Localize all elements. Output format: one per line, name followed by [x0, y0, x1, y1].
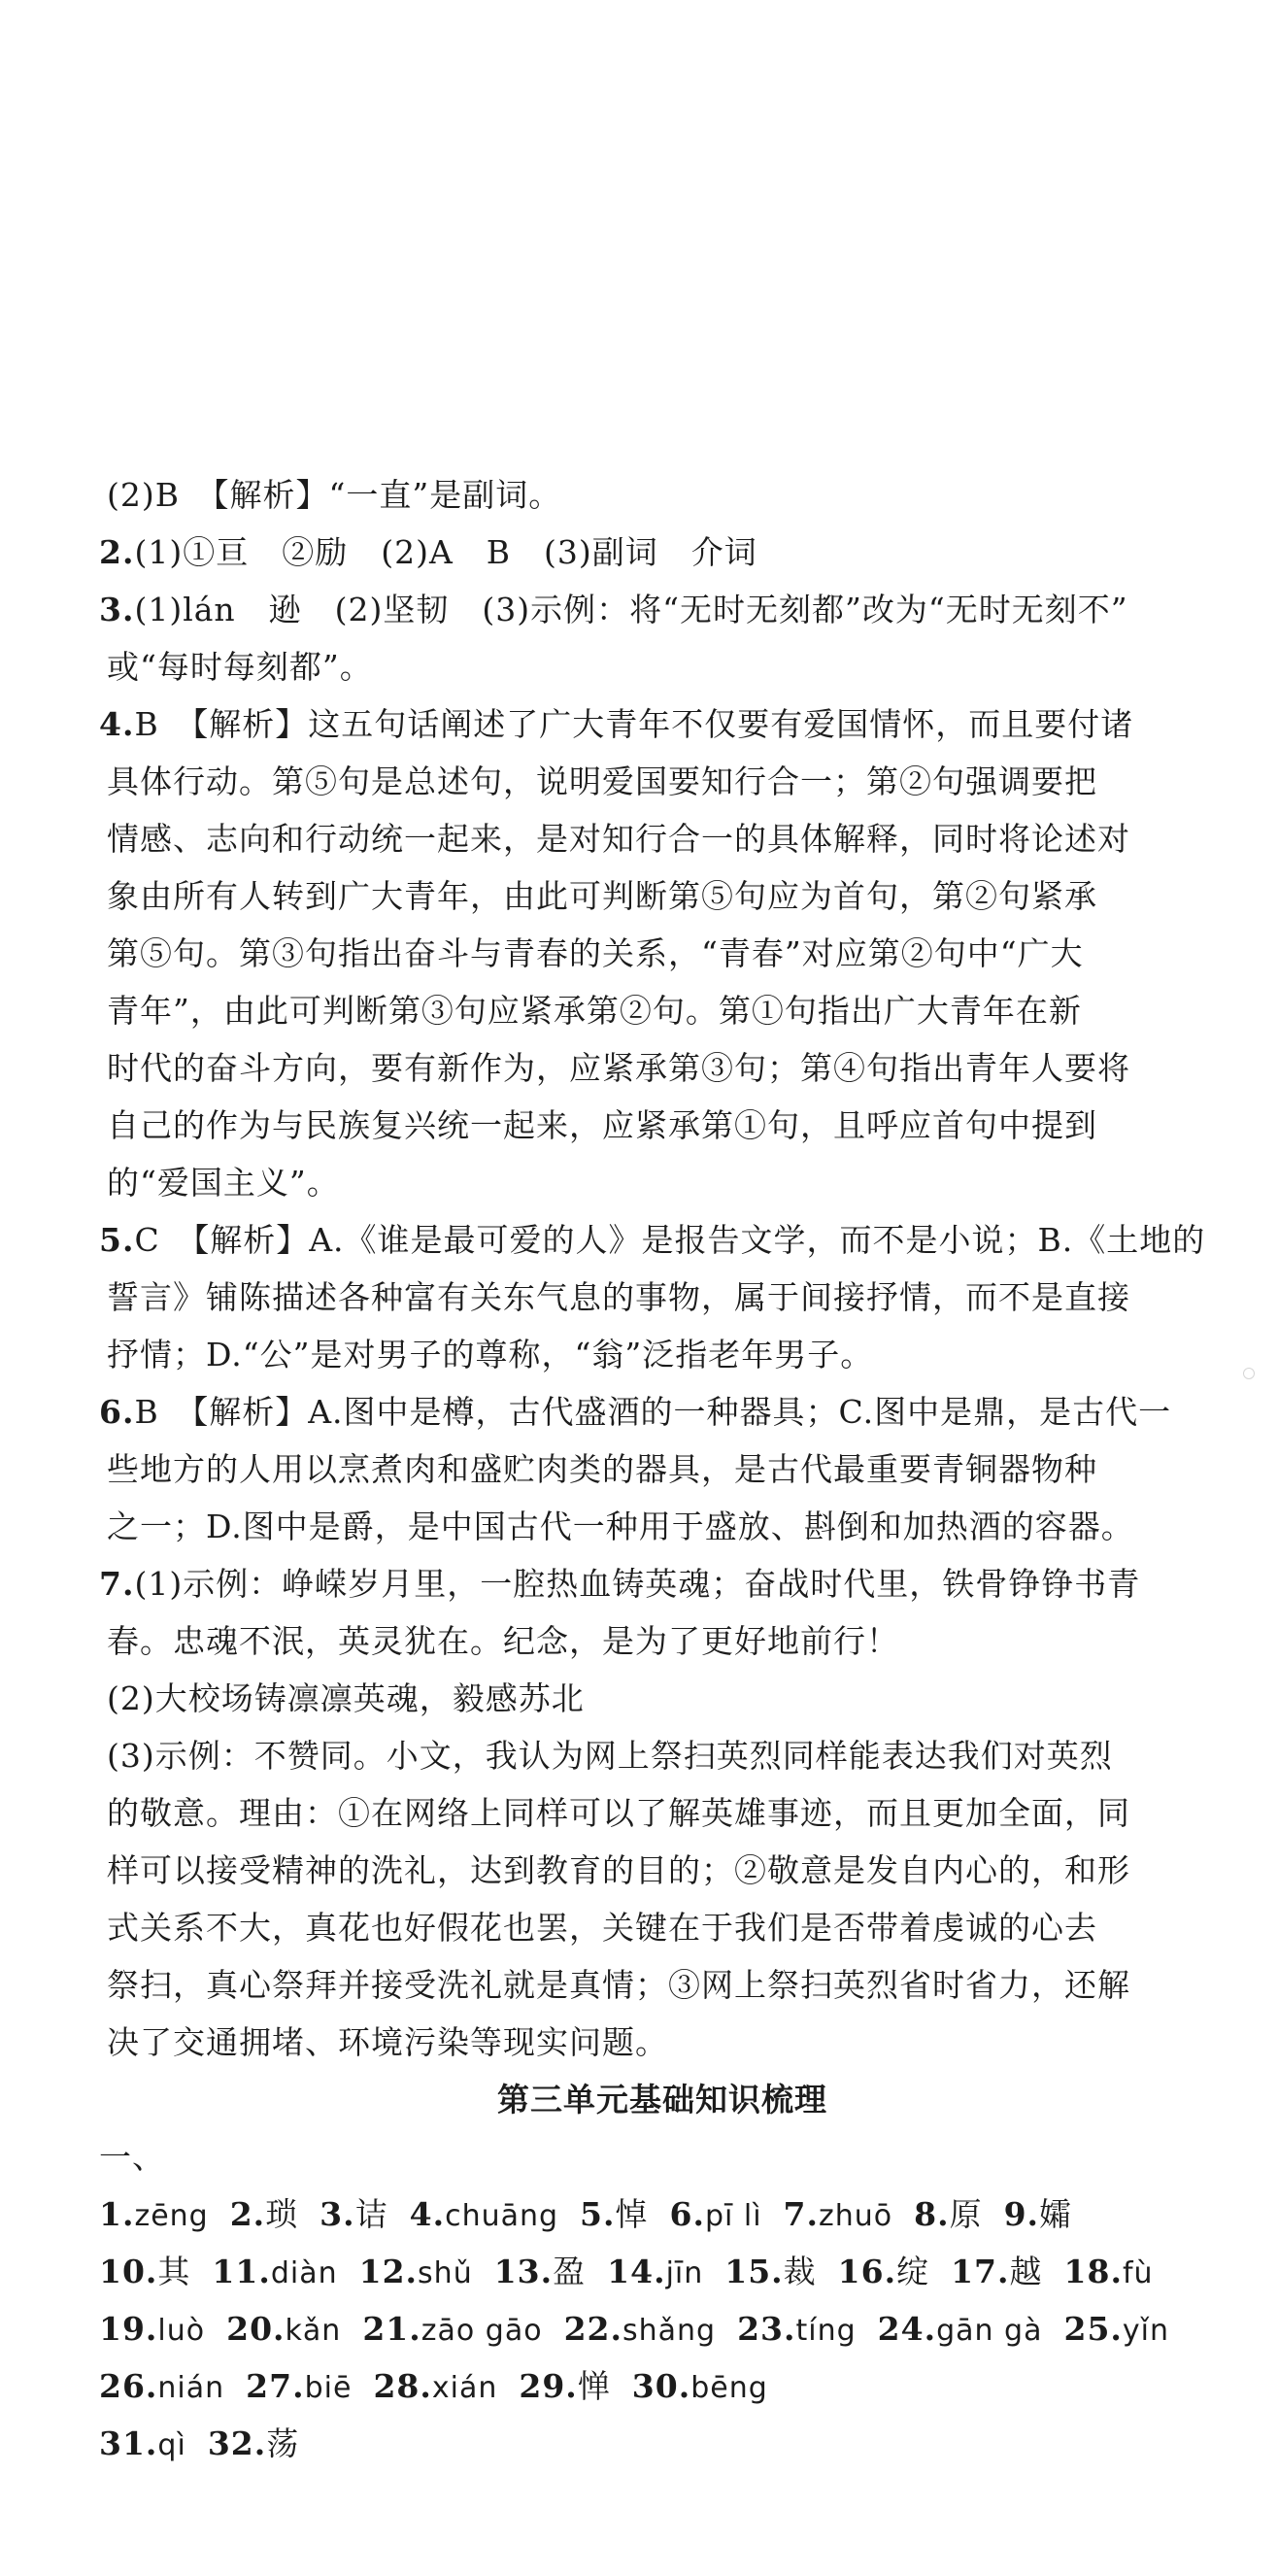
vocab-answer: zāo gāo	[420, 2314, 543, 2348]
vocab-item	[1063, 2300, 1169, 2359]
answer-text: 式关系不大，真花也好假花也罢，关键在于我们是否带着虔诚的心去	[107, 1909, 1097, 1947]
answer-text: 抒情；D.“公”是对男子的尊称，“翁”泛指老年男子。	[107, 1336, 874, 1373]
answer-lines	[99, 466, 1206, 2071]
answer-text: 的“爱国主义”。	[107, 1164, 340, 1202]
question-number: 3.	[99, 591, 135, 628]
vocab-number: 1.	[99, 2195, 135, 2233]
answer-text: (2)大校场铸凛凛英魂，毅感苏北	[107, 1679, 585, 1717]
vocab-item	[632, 2357, 768, 2417]
vocab-row	[99, 2415, 1187, 2472]
answer-text: 或“每时每刻都”。	[107, 648, 373, 686]
answer-line	[99, 1842, 1187, 1899]
answer-text: B 【解析】A.图中是樽，古代盛酒的一种器具；C.图中是鼎，是古代一	[134, 1393, 1172, 1431]
answer-text: 的敬意。理由：①在网络上同样可以了解英雄事迹，而且更加全面，同	[107, 1794, 1130, 1832]
vocab-item	[784, 2186, 893, 2245]
vocab-number: 10.	[99, 2253, 158, 2290]
answer-line	[99, 982, 1187, 1039]
answer-line	[99, 810, 1187, 867]
vocab-answer: 诘	[354, 2195, 388, 2233]
section-title: 第三单元基础知识梳理	[497, 2081, 827, 2118]
answer-text: 样可以接受精神的洗礼，达到教育的目的；②敬意是发自内心的，和形	[107, 1851, 1130, 1889]
vocab-answer: 原	[949, 2195, 983, 2233]
vocab-answer: bēng	[690, 2371, 768, 2405]
answer-line	[99, 1612, 1187, 1670]
vocab-answer: 越	[1009, 2253, 1043, 2290]
vocab-item	[878, 2300, 1043, 2359]
answer-line	[99, 1326, 1187, 1383]
answer-line	[99, 2014, 1187, 2071]
vocab-item	[359, 2243, 473, 2302]
section-subheading: 一、	[99, 2138, 165, 2176]
vocab-number: 14.	[607, 2253, 666, 2290]
vocab-number: 24.	[877, 2310, 937, 2348]
vocab-number: 29.	[519, 2367, 578, 2405]
answer-text: 些地方的人用以烹煮肉和盛贮肉类的器具，是古代最重要青铜器物种	[107, 1450, 1097, 1488]
vocab-number: 5.	[580, 2195, 616, 2233]
vocab-item	[362, 2300, 542, 2359]
vocab-number: 19.	[99, 2310, 158, 2348]
vocab-row	[99, 2300, 1187, 2357]
vocab-number: 11.	[212, 2253, 271, 2290]
vocab-answer: 琐	[265, 2195, 299, 2233]
vocab-number: 26.	[99, 2367, 158, 2405]
vocab-item	[951, 2243, 1042, 2300]
vocab-answer: 盈	[553, 2253, 587, 2290]
vocab-item	[226, 2300, 341, 2359]
vocab-answer: 惮	[577, 2367, 611, 2405]
vocab-item	[564, 2300, 717, 2359]
question-number: 5.	[99, 1221, 135, 1259]
vocab-item	[212, 2243, 337, 2302]
vocab-answer: pī lì	[704, 2199, 762, 2233]
answer-line	[99, 1555, 1187, 1612]
answer-line	[99, 1039, 1187, 1097]
vocab-item	[914, 2186, 982, 2243]
vocab-answer: 其	[157, 2253, 191, 2290]
vocab-row	[99, 2243, 1187, 2300]
vocab-item	[838, 2243, 929, 2300]
vocab-answer: zēng	[134, 2199, 209, 2233]
vocab-answer: shǎng	[622, 2314, 717, 2348]
vocab-number: 20.	[226, 2310, 286, 2348]
question-number: 4.	[99, 705, 135, 743]
vocab-answer: tíng	[795, 2314, 857, 2348]
answer-text: (1)lán 逊 (2)坚韧 (3)示例：将“无时无刻都”改为“无时无刻不”	[134, 591, 1128, 628]
vocab-answer: 孀	[1039, 2195, 1073, 2233]
answer-line	[99, 1899, 1187, 1956]
vocab-number: 12.	[358, 2253, 419, 2290]
vocab-number: 2.	[229, 2195, 266, 2233]
vocab-answer: chuāng	[445, 2199, 559, 2233]
vocab-number: 31.	[99, 2424, 158, 2462]
answer-line	[99, 1383, 1187, 1441]
vocab-item	[494, 2243, 586, 2300]
answer-line	[99, 1211, 1206, 1269]
vocab-answer: 绽	[896, 2253, 930, 2290]
vocab-item	[99, 2186, 209, 2245]
answer-text: 青年”，由此可判断第③句应紧承第②句。第①句指出广大青年在新	[107, 992, 1082, 1030]
vocab-number: 25.	[1063, 2310, 1123, 2348]
answer-line	[99, 753, 1187, 810]
vocab-answer: luò	[157, 2314, 206, 2348]
vocab-item	[230, 2186, 298, 2243]
answer-line	[99, 466, 1187, 524]
vocab-number: 9.	[1003, 2195, 1040, 2233]
answer-text: (1)示例：峥嵘岁月里，一腔热血铸英魂；奋战时代里，铁骨铮铮书青	[134, 1565, 1141, 1603]
vocab-answer: qì	[157, 2428, 186, 2462]
vocab-number: 28.	[373, 2367, 432, 2405]
vocab-item	[99, 2300, 205, 2359]
vocab-item	[99, 2243, 190, 2300]
vocab-answer: 悼	[615, 2195, 649, 2233]
answer-text: (3)示例：不赞同。小文，我认为网上祭扫英烈同样能表达我们对英烈	[107, 1737, 1113, 1775]
answer-text: (2)B 【解析】“一直”是副词。	[107, 476, 562, 514]
question-number: 6.	[99, 1393, 135, 1431]
vocab-number: 30.	[631, 2367, 691, 2405]
vocab-answer: xián	[431, 2371, 498, 2405]
answer-line	[99, 1441, 1187, 1498]
answer-content	[99, 466, 1206, 2472]
vocab-answer: nián	[157, 2371, 225, 2405]
vocab-number: 22.	[563, 2310, 622, 2348]
answer-line	[99, 1670, 1187, 1727]
vocab-item	[99, 2415, 186, 2474]
vocab-answer: zhuō	[819, 2199, 893, 2233]
answer-text: 时代的奋斗方向，要有新作为，应紧承第③句；第④句指出青年人要将	[107, 1049, 1130, 1087]
answer-line	[99, 524, 1187, 581]
answer-text: 具体行动。第⑤句是总述句，说明爱国要知行合一；第②句强调要把	[107, 763, 1097, 800]
vocab-number: 3.	[320, 2195, 355, 2233]
vocab-item	[320, 2186, 387, 2243]
vocab-number: 17.	[951, 2253, 1010, 2290]
vocab-number: 23.	[737, 2310, 796, 2348]
vocab-number: 32.	[207, 2424, 267, 2462]
vocab-item	[737, 2300, 857, 2359]
vocab-answer: shǔ	[418, 2256, 473, 2290]
vocab-item	[246, 2357, 352, 2417]
vocab-answer: gān gà	[936, 2314, 1043, 2348]
answer-text: 决了交通拥堵、环境污染等现实问题。	[107, 2023, 668, 2061]
question-number: 7.	[99, 1565, 135, 1603]
answer-line	[99, 1727, 1187, 1784]
answer-line	[99, 638, 1187, 695]
vocab-answer: yǐn	[1122, 2314, 1170, 2348]
answer-text: (1)①亘 ②励 (2)A B (3)副词 介词	[134, 533, 757, 571]
vocab-answer: 荡	[266, 2424, 300, 2462]
answer-text: 第⑤句。第③句指出奋斗与青春的关系，“青春”对应第②句中“广大	[107, 934, 1084, 972]
question-number: 2.	[99, 533, 135, 571]
answer-text: 情感、志向和行动统一起来，是对知行合一的具体解释，同时将论述对	[107, 820, 1130, 858]
vocab-answer: kǎn	[285, 2314, 342, 2348]
answer-text: 象由所有人转到广大青年，由此可判断第⑤句应为首句，第②句紧承	[107, 877, 1097, 915]
answer-text: 自己的作为与民族复兴统一起来，应紧承第①句，且呼应首句中提到	[107, 1106, 1097, 1144]
vocab-item	[373, 2357, 497, 2417]
answer-line	[99, 695, 1187, 753]
answer-line	[99, 925, 1187, 982]
vocab-number: 18.	[1063, 2253, 1123, 2290]
vocab-answer: biē	[304, 2371, 353, 2405]
answer-text: 春。忠魂不泯，英灵犹在。纪念，是为了更好地前行！	[107, 1622, 899, 1660]
vocab-number: 13.	[493, 2253, 554, 2290]
vocab-item	[99, 2357, 224, 2417]
answer-line	[99, 1154, 1187, 1211]
vocab-item	[519, 2357, 610, 2415]
answer-line	[99, 1784, 1187, 1842]
answer-text: C 【解析】A.《谁是最可爱的人》是报告文学，而不是小说；B.《土地的	[134, 1221, 1206, 1259]
vocab-answer: 裁	[783, 2253, 817, 2290]
vocab-number: 16.	[837, 2253, 897, 2290]
vocab-item	[1004, 2186, 1072, 2243]
vocab-number: 8.	[914, 2195, 950, 2233]
answer-text: 祭扫，真心祭拜并接受洗礼就是真情；③网上祭扫英烈省时省力，还解	[107, 1966, 1130, 2004]
vocab-number: 15.	[724, 2253, 784, 2290]
vocab-item	[410, 2186, 558, 2245]
vocab-row	[99, 2357, 1187, 2415]
vocab-number: 4.	[409, 2195, 446, 2233]
vocab-answer: jīn	[665, 2256, 704, 2290]
answer-text: 之一；D.图中是爵，是中国古代一种用于盛放、斟倒和加热酒的容器。	[107, 1508, 1134, 1545]
vocab-item	[607, 2243, 703, 2302]
answer-line	[99, 1956, 1187, 2014]
vocab-item	[208, 2415, 299, 2472]
answer-line	[99, 1269, 1187, 1326]
vocab-answer-list	[99, 2186, 1187, 2472]
vocab-item	[724, 2243, 816, 2300]
vocab-item	[580, 2186, 648, 2243]
vocab-answer: diàn	[270, 2256, 338, 2290]
answer-text: 誓言》铺陈描述各种富有关东气息的事物，属于间接抒情，而不是直接	[107, 1278, 1130, 1316]
scan-mark	[1243, 1368, 1255, 1379]
vocab-item	[670, 2186, 762, 2245]
vocab-row	[99, 2186, 1187, 2243]
vocab-number: 7.	[783, 2195, 819, 2233]
answer-line	[99, 1097, 1187, 1154]
answer-line	[99, 1498, 1187, 1555]
answer-text: B 【解析】这五句话阐述了广大青年不仅要有爱国情怀，而且要付诸	[134, 705, 1134, 743]
answer-line	[99, 581, 1187, 638]
vocab-number: 6.	[669, 2195, 705, 2233]
vocab-number: 21.	[362, 2310, 421, 2348]
answer-line	[99, 867, 1187, 925]
vocab-item	[1064, 2243, 1154, 2302]
vocab-answer: fù	[1122, 2256, 1154, 2290]
vocab-number: 27.	[246, 2367, 305, 2405]
